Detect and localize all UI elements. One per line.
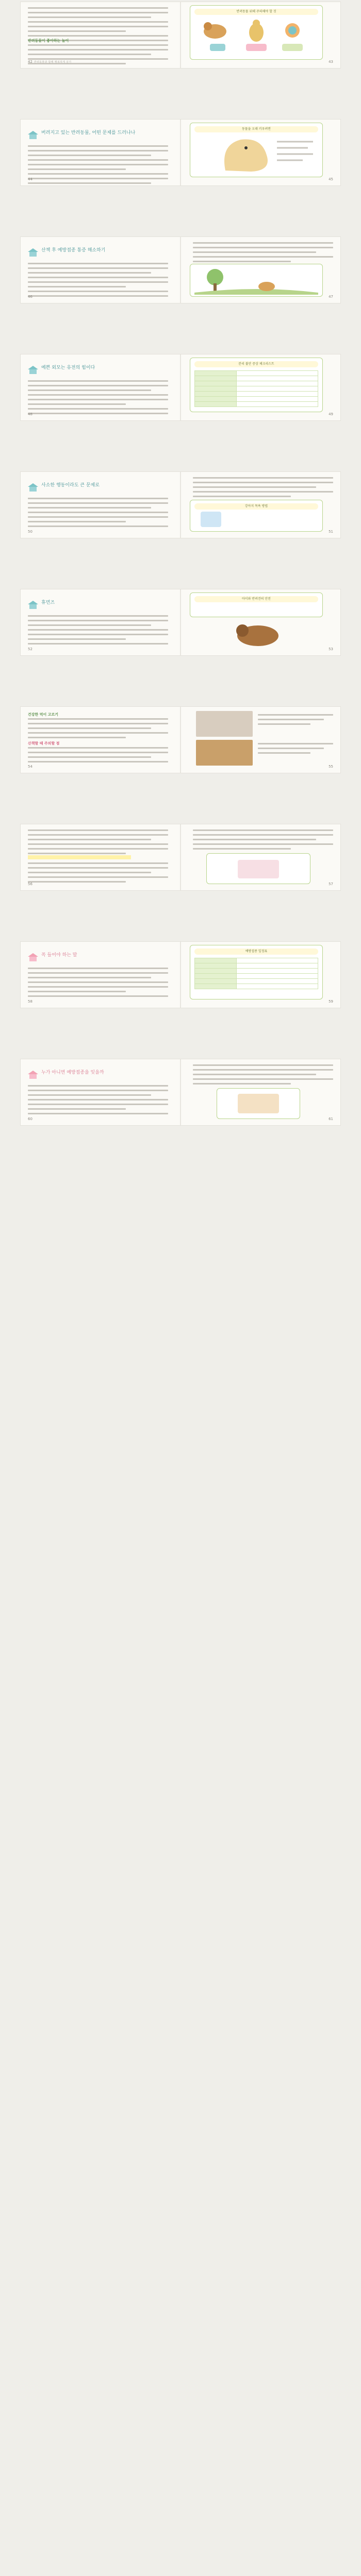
page-right (186, 1059, 340, 1125)
info-box (206, 853, 310, 884)
spread-5 (21, 472, 340, 538)
page-number: 59 (329, 999, 333, 1004)
pets-illustration (194, 17, 318, 56)
box-title: 예방접종 일정표 (194, 948, 318, 955)
highlight-bar (28, 855, 131, 859)
spread-6 (21, 589, 340, 655)
body-text (28, 498, 168, 530)
body-text (193, 829, 333, 853)
chapter-header (28, 953, 77, 961)
body-text (193, 1064, 333, 1088)
page-number: 56 (28, 882, 32, 886)
info-box (190, 945, 323, 999)
page-number: 53 (329, 647, 333, 651)
page-number: 60 (28, 1117, 32, 1121)
body-text (28, 862, 168, 886)
page-left (21, 589, 175, 655)
page-number: 50 (28, 530, 32, 534)
page-left (21, 354, 175, 420)
body-text (193, 242, 333, 265)
page-right (186, 942, 340, 1008)
spread-3 (21, 237, 340, 303)
body-text (28, 380, 168, 417)
chapter-title: 휴먼즈 (41, 600, 55, 605)
house-icon (28, 1071, 38, 1079)
page-number: 46 (28, 295, 32, 299)
page-left (21, 707, 175, 773)
schedule-table (194, 958, 318, 989)
section-heading: 반려동물이 좋아하는 놀이 (28, 39, 69, 43)
box-title: 동물을 오래 키우려면 (194, 126, 318, 132)
chapter-header (28, 130, 136, 139)
spread-7 (21, 707, 340, 773)
page-number: 44 (28, 177, 32, 181)
product-image (201, 512, 221, 527)
page-right (186, 120, 340, 185)
house-icon (28, 953, 38, 961)
page-right (186, 589, 340, 655)
chapter-title: 꼭 들어야 하는 말 (41, 953, 77, 958)
info-box (217, 1088, 300, 1119)
info-box (190, 500, 323, 532)
page-number: 58 (28, 999, 32, 1004)
chapter-header (28, 483, 100, 492)
running-head: 반려동물과 함께 행복하게 살기 (34, 61, 72, 64)
page-left (21, 1059, 175, 1125)
photo-puppy (196, 740, 253, 766)
body-text (28, 44, 168, 67)
spread-9 (21, 942, 340, 1008)
body-text (28, 1085, 168, 1117)
caption-text (258, 714, 333, 728)
page-left (21, 237, 175, 303)
info-box (190, 123, 323, 177)
spread-10 (21, 1059, 340, 1125)
page-number: 49 (329, 412, 333, 416)
page-number: 52 (28, 647, 32, 651)
page-left (21, 120, 175, 185)
body-text (28, 145, 168, 187)
page-number: 42 (28, 60, 32, 64)
body-text (28, 747, 168, 766)
chapter-header (28, 365, 95, 374)
chapter-header (28, 248, 106, 257)
page-number: 51 (329, 530, 333, 534)
page-number: 55 (329, 765, 333, 769)
caption-text (258, 743, 333, 757)
house-icon (28, 366, 38, 374)
section-heading: 산책할 때 주의할 점 (28, 741, 60, 745)
checklist-table (194, 370, 318, 407)
spread-1 (21, 2, 340, 68)
info-box (190, 264, 323, 297)
photo-dog (196, 711, 253, 737)
house-icon (28, 601, 38, 609)
chapter-header (28, 1070, 104, 1079)
product-image (238, 860, 279, 878)
page-number: 57 (329, 882, 333, 886)
section-heading: 건강한 먹이 고르기 (28, 713, 58, 717)
page-number: 47 (329, 295, 333, 299)
page-number: 48 (28, 412, 32, 416)
dog-illustration (227, 619, 289, 648)
house-icon (28, 131, 38, 139)
page-right (186, 237, 340, 303)
box-title: 반려동물 위해 주의해야 할 것 (194, 9, 318, 15)
chapter-title: 예쁜 외모는 유전의 힘이다 (41, 365, 95, 370)
box-title: 분리 불안 증상 체크리스트 (194, 361, 318, 367)
dog-illustration (194, 134, 318, 174)
chapter-title: 버려지고 있는 반려동물, 어떤 문제를 드러나나 (41, 130, 136, 135)
spread-2 (21, 120, 340, 185)
body-text (28, 829, 168, 857)
page-left (21, 942, 175, 1008)
tree-illustration (194, 266, 318, 295)
body-text (28, 718, 168, 741)
chapter-header (28, 600, 55, 609)
page-right (186, 2, 340, 68)
page-left (21, 824, 175, 890)
page-right (186, 707, 340, 773)
body-text (28, 615, 168, 648)
body-text (193, 477, 333, 500)
page-right (186, 354, 340, 420)
box-title: 강아지 목욕 방법 (194, 503, 318, 510)
page-number: 43 (329, 60, 333, 64)
page-right (186, 472, 340, 538)
page-right (186, 824, 340, 890)
chapter-title: 산책 후 예방접종 통증 해소하기 (41, 248, 106, 253)
cat-illustration (238, 1094, 279, 1113)
page-number: 54 (28, 765, 32, 769)
house-icon (28, 483, 38, 492)
info-box (190, 592, 323, 617)
page-number: 61 (329, 1117, 333, 1121)
body-text (28, 968, 168, 1000)
page-number: 45 (329, 177, 333, 181)
page-left (21, 472, 175, 538)
info-box (190, 358, 323, 412)
house-icon (28, 248, 38, 257)
spread-8 (21, 824, 340, 890)
page-left (21, 2, 175, 68)
chapter-title: 누가 아니면 예방접종을 잊을까 (41, 1070, 104, 1075)
chapter-title: 사소한 행동이라도 큰 문제로 (41, 483, 100, 488)
info-box (190, 5, 323, 60)
spread-4 (21, 354, 340, 420)
box-title: 아이와 반려견의 안전 (194, 596, 318, 602)
body-text (28, 263, 168, 300)
